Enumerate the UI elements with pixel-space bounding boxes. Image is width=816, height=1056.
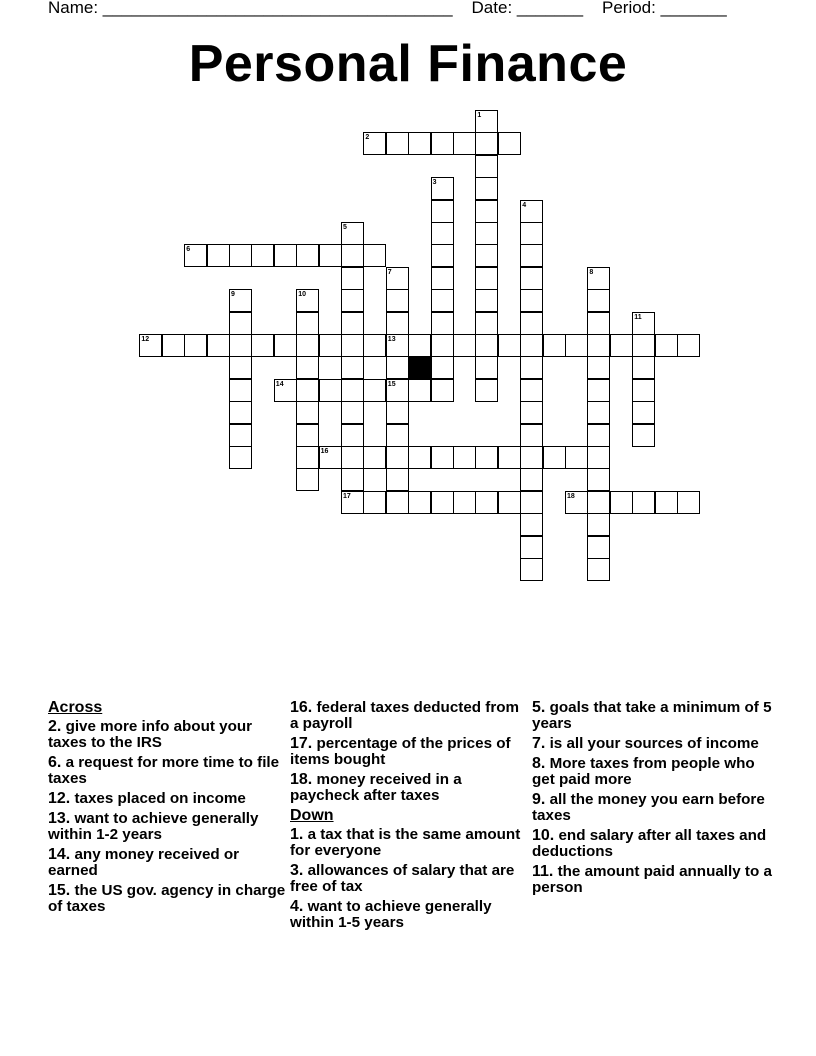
clue-item (290, 700, 530, 732)
clue-item-number: 16. (290, 699, 313, 716)
clue-number: 10 (298, 291, 306, 299)
clue-item-text: More taxes from people who get paid more (532, 755, 755, 788)
grid-cell[interactable] (632, 401, 655, 424)
grid-cell[interactable] (408, 379, 431, 402)
grid-cell[interactable] (341, 468, 364, 491)
clue-item-text: a tax that is the same amount for everyone (290, 826, 521, 859)
grid-cell[interactable] (587, 424, 610, 447)
grid-cell[interactable] (341, 312, 364, 335)
grid-cell[interactable] (363, 132, 386, 155)
grid-cell[interactable] (498, 132, 521, 155)
grid-cell[interactable] (520, 334, 543, 357)
grid-cell[interactable] (319, 244, 342, 267)
clue-item-text: end salary after all taxes and deductions (532, 827, 767, 860)
grid-cell[interactable] (184, 244, 207, 267)
grid-cell[interactable] (587, 401, 610, 424)
grid-cell[interactable] (139, 334, 162, 357)
grid-cell[interactable] (431, 289, 454, 312)
clue-item (48, 791, 288, 807)
grid-cell[interactable] (386, 446, 409, 469)
clue-item-text: give more info about your taxes to the IRS (48, 718, 253, 751)
clue-item-text: want to achieve generally within 1-5 years (290, 898, 492, 931)
grid-cell[interactable] (363, 334, 386, 357)
grid-cell[interactable] (408, 132, 431, 155)
grid-cell[interactable] (520, 379, 543, 402)
grid-cell[interactable] (431, 379, 454, 402)
grid-cell[interactable] (475, 491, 498, 514)
grid-cell[interactable] (520, 244, 543, 267)
grid-cell[interactable] (341, 491, 364, 514)
down-heading: Down (290, 807, 334, 824)
grid-cell[interactable] (431, 132, 454, 155)
period-label: Period: (601, 0, 661, 17)
grid-cell[interactable] (386, 491, 409, 514)
grid-cell[interactable] (655, 334, 678, 357)
grid-cell[interactable] (475, 356, 498, 379)
clue-item-number: 1. (290, 826, 304, 843)
grid-cell[interactable] (543, 334, 566, 357)
grid-cell[interactable] (341, 356, 364, 379)
grid-cell[interactable] (587, 536, 610, 559)
grid-cell[interactable] (229, 244, 252, 267)
grid-cell[interactable] (475, 334, 498, 357)
grid-cell[interactable] (453, 491, 476, 514)
grid-cell[interactable] (229, 356, 252, 379)
grid-cell[interactable] (296, 312, 319, 335)
grid-cell[interactable] (520, 536, 543, 559)
clue-item-text: allowances of salary that are free of tax (290, 862, 515, 895)
grid-cell[interactable] (296, 424, 319, 447)
clue-item (532, 756, 772, 788)
grid-cell[interactable] (386, 267, 409, 290)
clue-item-text: federal taxes deducted from a payroll (290, 699, 520, 732)
clue-item-number: 2. (48, 718, 62, 735)
grid-cell[interactable] (319, 379, 342, 402)
clue-number: 16 (320, 448, 329, 455)
grid-cell[interactable] (520, 558, 543, 581)
grid-cell[interactable] (520, 356, 543, 379)
grid-cell[interactable] (363, 379, 386, 402)
clue-number: 11 (634, 313, 642, 321)
grid-cell[interactable] (587, 356, 610, 379)
grid-cell[interactable] (431, 312, 454, 335)
grid-cell[interactable] (520, 446, 543, 469)
grid-cell[interactable] (475, 155, 498, 178)
grid-cell[interactable] (587, 289, 610, 312)
grid-cell[interactable] (341, 334, 364, 357)
grid-cell[interactable] (296, 334, 319, 357)
clue-item-number: 3. (290, 862, 304, 879)
grid-cell[interactable] (475, 312, 498, 335)
clue-item (532, 792, 772, 824)
grid-cell[interactable] (363, 491, 386, 514)
clue-item (290, 863, 530, 895)
grid-cell[interactable] (632, 491, 655, 514)
grid-cell[interactable] (386, 379, 409, 402)
clue-item (532, 700, 772, 732)
grid-cell[interactable] (520, 401, 543, 424)
grid-cell[interactable] (520, 222, 543, 245)
clue-item-number: 5. (532, 699, 546, 716)
grid-cell[interactable] (632, 334, 655, 357)
grid-cell[interactable] (341, 401, 364, 424)
grid-cell[interactable] (632, 424, 655, 447)
clue-item-text: a request for more time to file taxes (48, 754, 280, 787)
grid-cell[interactable] (408, 491, 431, 514)
grid-cell[interactable] (475, 244, 498, 267)
grid-cell[interactable] (251, 334, 274, 357)
grid-cell[interactable] (363, 446, 386, 469)
grid-cell[interactable] (386, 401, 409, 424)
grid-cell[interactable] (408, 334, 431, 357)
clue-number: 5 (343, 224, 347, 231)
clue-number: 7 (387, 268, 392, 276)
clue-item-number: 8. (532, 755, 546, 772)
grid-cell[interactable] (229, 424, 252, 447)
clue-item-number: 6. (48, 754, 62, 771)
grid-cell[interactable] (431, 446, 454, 469)
clue-number: 8 (589, 268, 594, 276)
grid-cell[interactable] (587, 491, 610, 514)
clues-column-3 (532, 700, 772, 900)
grid-cell[interactable] (587, 558, 610, 581)
clue-item-text: percentage of the prices of items bought (290, 735, 511, 768)
clue-item-number: 13. (48, 810, 71, 827)
grid-cell[interactable] (296, 446, 319, 469)
across-heading: Across (48, 699, 103, 716)
clue-item-text: is all your sources of income (545, 735, 759, 752)
grid-cell[interactable] (431, 177, 454, 200)
grid-cell[interactable] (520, 289, 543, 312)
clues-column-2 (290, 700, 530, 935)
grid-cell[interactable] (453, 446, 476, 469)
grid-cell[interactable] (341, 267, 364, 290)
grid-cell[interactable] (431, 222, 454, 245)
clue-item (532, 736, 772, 752)
clue-item (48, 811, 288, 843)
grid-cell[interactable] (520, 513, 543, 536)
clue-item-number: 9. (532, 791, 546, 808)
clue-item-number: 17. (290, 735, 313, 752)
clue-number: 18 (567, 492, 575, 500)
grid-cell[interactable] (251, 244, 274, 267)
clue-number: 2 (365, 134, 370, 142)
clue-item (48, 847, 288, 879)
grid-cell[interactable] (229, 312, 252, 335)
grid-cell[interactable] (341, 289, 364, 312)
grid-cell[interactable] (520, 200, 543, 223)
clue-item-text: all the money you earn before taxes (532, 791, 765, 824)
clue-item-text: goals that take a minimum of 5 years (532, 699, 772, 732)
clue-item (290, 736, 530, 768)
grid-cell[interactable] (229, 401, 252, 424)
grid-cell[interactable] (475, 222, 498, 245)
clue-item (290, 827, 530, 859)
clue-number: 1 (477, 112, 482, 119)
grid-cell[interactable] (587, 446, 610, 469)
clues-column-1 (48, 700, 288, 919)
clue-item-number: 10. (532, 827, 555, 844)
grid-cell[interactable] (229, 446, 252, 469)
grid-cell[interactable] (386, 289, 409, 312)
grid-cell[interactable] (229, 334, 252, 357)
grid-cell[interactable] (207, 334, 230, 357)
grid-cell[interactable] (610, 334, 633, 357)
clue-item-number: 7. (532, 735, 546, 752)
clue-item-number: 15. (48, 882, 71, 899)
grid-cell[interactable] (408, 446, 431, 469)
clue-item-text: the US gov. agency in charge of taxes (48, 882, 286, 915)
clue-number: 3 (432, 179, 437, 187)
grid-cell[interactable] (587, 267, 610, 290)
grid-cell[interactable] (431, 491, 454, 514)
clue-item-text: any money received or earned (48, 846, 240, 879)
grid-cell[interactable] (296, 289, 319, 312)
grid-cell[interactable] (632, 379, 655, 402)
grid-cell[interactable] (655, 491, 678, 514)
grid-cell[interactable] (296, 468, 319, 491)
clue-item (48, 883, 288, 915)
grid-cell[interactable] (386, 334, 409, 357)
clue-number: 13 (387, 336, 396, 343)
grid-cell[interactable] (475, 132, 498, 155)
grid-cell[interactable] (565, 334, 588, 357)
grid-cell[interactable] (386, 312, 409, 335)
date-line[interactable]: _______ (516, 0, 584, 17)
grid-cell[interactable] (341, 222, 364, 245)
clue-item (48, 755, 288, 787)
grid-cell[interactable] (184, 334, 207, 357)
grid-cell[interactable] (587, 334, 610, 357)
clue-number: 15 (387, 380, 396, 388)
grid-cell[interactable] (610, 491, 633, 514)
grid-cell[interactable] (386, 132, 409, 155)
grid-cell[interactable] (677, 334, 700, 357)
grid-cell[interactable] (229, 379, 252, 402)
clue-item-number: 12. (48, 790, 71, 807)
grid-cell[interactable] (475, 110, 498, 133)
grid-cell[interactable] (341, 244, 364, 267)
grid-cell[interactable] (296, 356, 319, 379)
clue-item-number: 11. (532, 863, 554, 880)
grid-cell[interactable] (475, 379, 498, 402)
grid-cell[interactable] (274, 334, 297, 357)
black-cell (408, 356, 431, 379)
grid-cell[interactable] (520, 491, 543, 514)
grid-cell[interactable] (386, 468, 409, 491)
grid-cell[interactable] (475, 446, 498, 469)
clue-number: 6 (186, 246, 191, 254)
grid-cell[interactable] (520, 267, 543, 290)
clue-item-text: want to achieve generally within 1-2 years (48, 810, 259, 843)
clue-item-number: 4. (290, 898, 304, 915)
grid-cell[interactable] (453, 132, 476, 155)
clue-item-text: taxes placed on income (70, 790, 246, 807)
grid-cell[interactable] (162, 334, 185, 357)
grid-cell[interactable] (386, 356, 409, 379)
grid-cell[interactable] (543, 446, 566, 469)
grid-cell[interactable] (475, 267, 498, 290)
grid-cell[interactable] (431, 244, 454, 267)
grid-cell[interactable] (341, 446, 364, 469)
grid-cell[interactable] (431, 356, 454, 379)
grid-cell[interactable] (475, 289, 498, 312)
grid-cell[interactable] (363, 244, 386, 267)
clue-number: 4 (522, 201, 527, 209)
name-label: Name: (48, 0, 103, 17)
grid-cell[interactable] (296, 379, 319, 402)
grid-cell[interactable] (677, 491, 700, 514)
grid-cell[interactable] (319, 446, 342, 469)
clue-item-number: 14. (48, 846, 71, 863)
clue-item (532, 864, 772, 896)
grid-cell[interactable] (587, 379, 610, 402)
grid-cell[interactable] (453, 334, 476, 357)
clue-item-text: money received in a paycheck after taxes (290, 771, 462, 804)
grid-cell[interactable] (587, 468, 610, 491)
date-label: Date: (471, 0, 517, 17)
grid-cell[interactable] (632, 356, 655, 379)
clue-number: 9 (231, 291, 235, 299)
grid-cell[interactable] (296, 244, 319, 267)
clue-item (290, 772, 530, 804)
clue-number: 12 (141, 336, 150, 343)
grid-cell[interactable] (520, 312, 543, 335)
grid-cell[interactable] (587, 312, 610, 335)
grid-cell[interactable] (475, 200, 498, 223)
grid-cell[interactable] (431, 334, 454, 357)
clue-number: 17 (343, 492, 351, 500)
grid-cell[interactable] (587, 513, 610, 536)
grid-cell[interactable] (319, 334, 342, 357)
clue-item (48, 719, 288, 751)
grid-cell[interactable] (565, 446, 588, 469)
name-line[interactable]: _____________________________________ (102, 0, 453, 17)
page-title: Personal Finance (188, 35, 628, 93)
grid-cell[interactable] (632, 312, 655, 335)
grid-cell[interactable] (565, 491, 588, 514)
grid-cell[interactable] (341, 424, 364, 447)
grid-cell[interactable] (296, 401, 319, 424)
grid-cell[interactable] (341, 379, 364, 402)
period-line[interactable]: _______ (660, 0, 727, 17)
grid-cell[interactable] (520, 468, 543, 491)
clue-number: 14 (275, 380, 284, 388)
grid-cell[interactable] (475, 177, 498, 200)
grid-cell[interactable] (498, 334, 521, 357)
clue-item-number: 18. (290, 771, 313, 788)
grid-cell[interactable] (431, 200, 454, 223)
grid-cell[interactable] (498, 491, 521, 514)
clue-item-text: the amount paid annually to a person (532, 863, 772, 896)
grid-cell[interactable] (274, 244, 297, 267)
clue-item (532, 828, 772, 860)
grid-cell[interactable] (520, 424, 543, 447)
grid-cell[interactable] (207, 244, 230, 267)
grid-cell[interactable] (431, 267, 454, 290)
grid-cell[interactable] (386, 424, 409, 447)
clue-item (290, 899, 530, 931)
grid-cell[interactable] (229, 289, 252, 312)
grid-cell[interactable] (498, 446, 521, 469)
grid-cell[interactable] (274, 379, 297, 402)
